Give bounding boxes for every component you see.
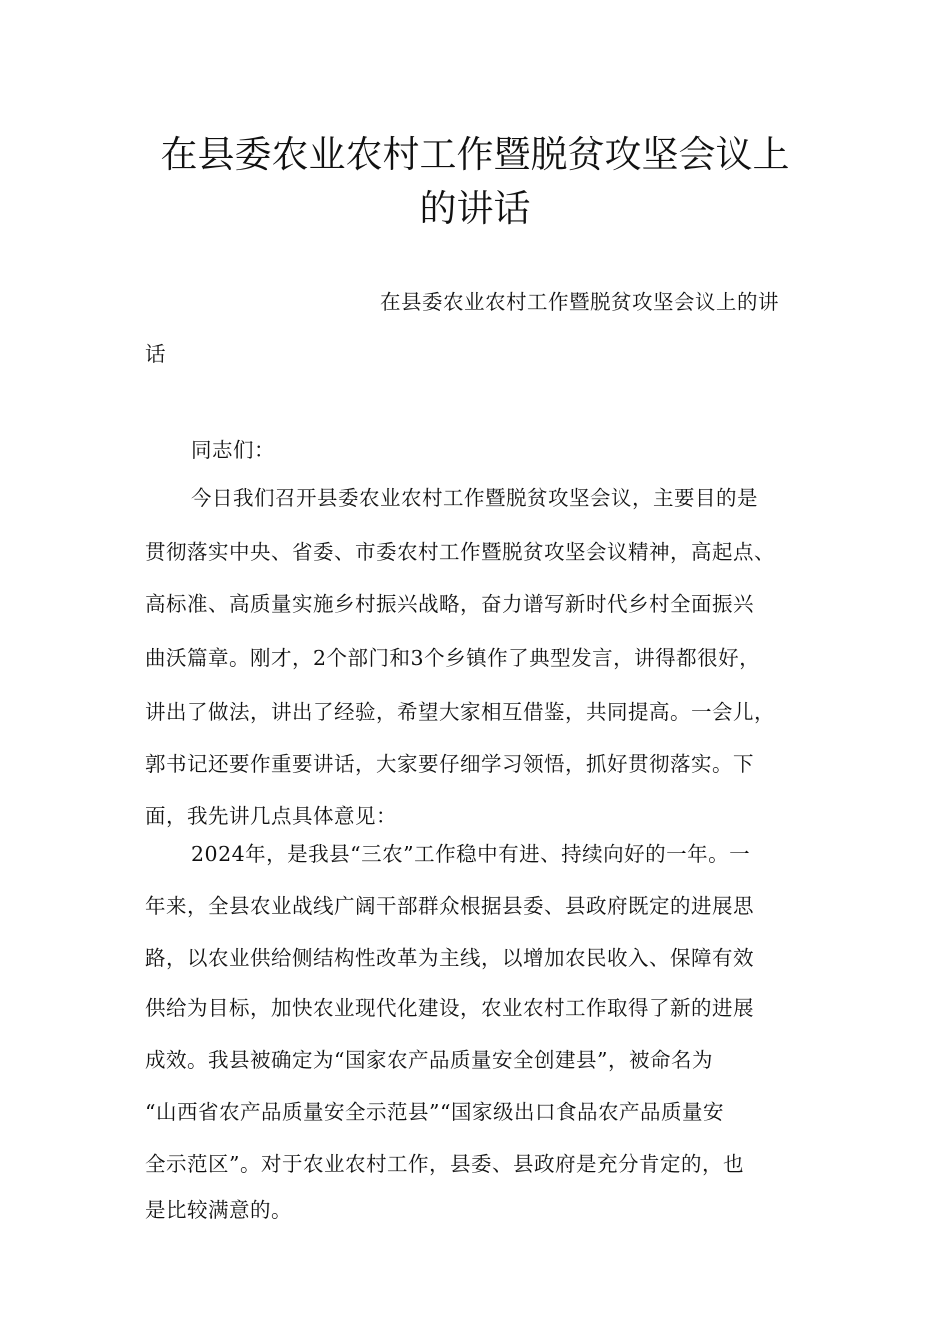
paragraph-line: 全示范区”。对于农业农村工作，县委、县政府是充分肯定的，也 <box>145 1152 744 1176</box>
title-line: 在县委农业农村工作暨脱贫攻坚会议上 <box>160 133 790 176</box>
subtitle-line: 话 <box>145 342 166 366</box>
document-title <box>120 128 830 236</box>
salutation: 同志们： <box>191 438 275 462</box>
paragraph-line: 讲出了做法，讲出了经验，希望大家相互借鉴，共同提高。一会儿， <box>145 700 775 724</box>
paragraph-line: 贯彻落实中央、省委、市委农村工作暨脱贫攻坚会议精神，高起点、 <box>145 540 775 564</box>
paragraph-line: 成效。我县被确定为“国家农产品质量安全创建县”，被命名为 <box>145 1048 713 1072</box>
paragraph-line: “山西省农产品质量安全示范县”“国家级出口食品农产品质量安 <box>145 1100 724 1124</box>
paragraph-line: 高标准、高质量实施乡村振兴战略，奋力谱写新时代乡村全面振兴 <box>145 592 754 616</box>
paragraph-line: 供给为目标，加快农业现代化建设，农业农村工作取得了新的进展 <box>145 996 754 1020</box>
paragraph-line: 郭书记还要作重要讲话，大家要仔细学习领悟，抓好贯彻落实。下 <box>145 752 754 776</box>
paragraph-line: 2024年，是我县“三农”工作稳中有进、持续向好的一年。一 <box>191 842 751 866</box>
paragraph-line: 路，以农业供给侧结构性改革为主线，以增加农民收入、保障有效 <box>145 946 754 970</box>
subtitle-line: 在县委农业农村工作暨脱贫攻坚会议上的讲 <box>380 290 779 314</box>
paragraph-line: 面，我先讲几点具体意见： <box>145 804 397 828</box>
paragraph-line: 年来，全县农业战线广阔干部群众根据县委、县政府既定的进展思 <box>145 894 754 918</box>
paragraph-line: 今日我们召开县委农业农村工作暨脱贫攻坚会议，主要目的是 <box>191 486 758 510</box>
title-line: 的讲话 <box>419 187 531 230</box>
paragraph-line: 曲沃篇章。刚才，2个部门和3个乡镇作了典型发言，讲得都很好， <box>145 646 761 670</box>
paragraph-line: 是比较满意的。 <box>145 1198 292 1222</box>
